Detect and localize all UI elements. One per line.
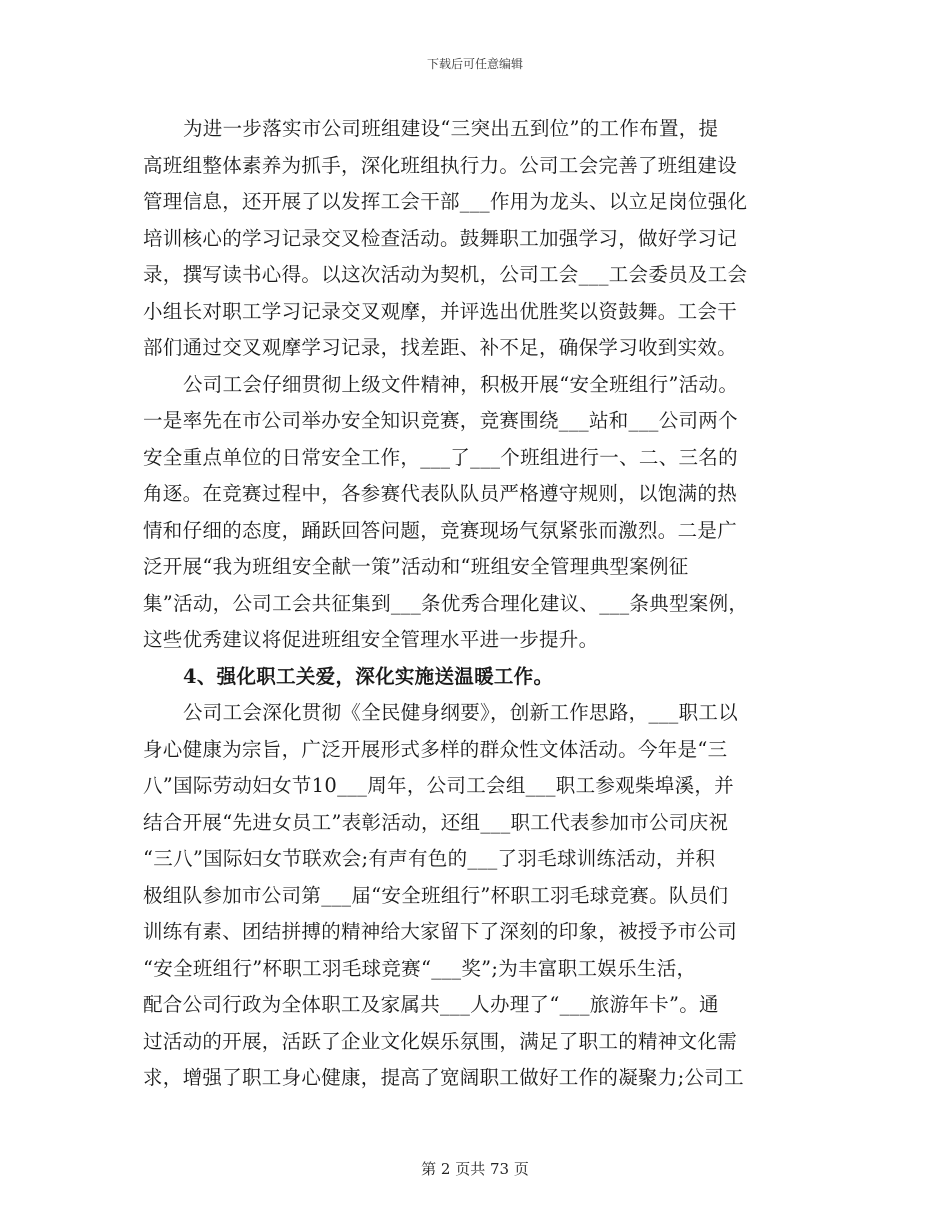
text-line: “三八”国际妇女节联欢会;有声有色的___了羽毛球训练活动，并积	[143, 847, 716, 870]
text-line: 八”国际劳动妇女节10___周年，公司工会组___职工参观柴埠溪，并	[143, 774, 734, 797]
text-line: 一是率先在市公司举办安全知识竞赛，竞赛围绕___站和___公司两个	[143, 409, 738, 432]
text-line: 安全重点单位的日常安全工作，___了___个班组进行一、二、三名的	[143, 445, 738, 469]
text-line: 高班组整体素养为抓手，深化班组执行力。公司工会完善了班组建设	[143, 153, 738, 177]
page-footer: 第 2 页共 73 页	[421, 1160, 529, 1178]
text-line: “安全班组行”杯职工羽毛球竞赛“___奖”;为丰富职工娱乐生活，	[143, 956, 697, 980]
text-line: 训练有素、团结拼搏的精神给大家留下了深刻的印象，被授予市公司	[143, 920, 738, 943]
text-line: 小组长对职工学习记录交叉观摩，并评选出优胜奖以资鼓舞。工会干	[143, 299, 738, 323]
text-line: 极组队参加市公司第___届“安全班组行”杯职工羽毛球竞赛。队员们	[143, 883, 729, 907]
text-line: 这些优秀建议将促进班组安全管理水平进一步提升。	[143, 628, 599, 651]
text-line: 求，增强了职工身心健康，提高了宽阔职工做好工作的凝聚力;公司工	[143, 1066, 744, 1089]
text-line: 过活动的开展，活跃了企业文化娱乐氛围，满足了职工的精神文化需	[143, 1029, 738, 1053]
text-line: 培训核心的学习记录交叉检查活动。鼓舞职工加强学习，做好学习记	[143, 226, 738, 250]
text-line: 身心健康为宗旨，广泛开展形式多样的群众性文体活动。今年是“三	[143, 737, 728, 761]
text-line: 泛开展“我为班组安全献一策”活动和“班组安全管理典型案例征	[143, 555, 689, 578]
text-line: 管理信息，还开展了以发挥工会干部___作用为龙头、以立足岗位强化	[143, 190, 748, 213]
text-line: 情和仔细的态度，踊跃回答问题，竞赛现场气氛紧张而激烈。二是广	[143, 518, 738, 542]
text-line: 录，撰写读书心得。以这次活动为契机，公司工会___工会委员及工会	[143, 263, 748, 286]
document-body	[143, 111, 803, 1097]
text-line: 角逐。在竞赛过程中，各参赛代表队队员严格遵守规则，以饱满的热	[143, 482, 738, 505]
text-line: 结合开展“先进女员工”表彰活动，还组___职工代表参加市公司庆祝	[143, 810, 729, 834]
text-line: 公司工会仔细贯彻上级文件精神，积极开展“安全班组行”活动。	[183, 372, 739, 396]
section-heading: 4、强化职工关爱，深化实施送温暖工作。	[183, 664, 554, 688]
text-line: 部们通过交叉观摩学习记录，找差距、补不足，确保学习收到实效。	[143, 336, 738, 359]
text-line: 配合公司行政为全体职工及家属共___人办理了“___旅游年卡”。通	[143, 993, 719, 1016]
page-header: 下载后可任意编辑	[426, 57, 523, 71]
text-line: 公司工会深化贯彻《全民健身纲要》，创新工作思路，___职工以	[183, 701, 739, 724]
text-line: 集”活动，公司工会共征集到___条优秀合理化建议、___条典型案例，	[143, 591, 749, 615]
text-line: 为进一步落实市公司班组建设“三突出五到位”的工作布置，提	[183, 117, 719, 140]
